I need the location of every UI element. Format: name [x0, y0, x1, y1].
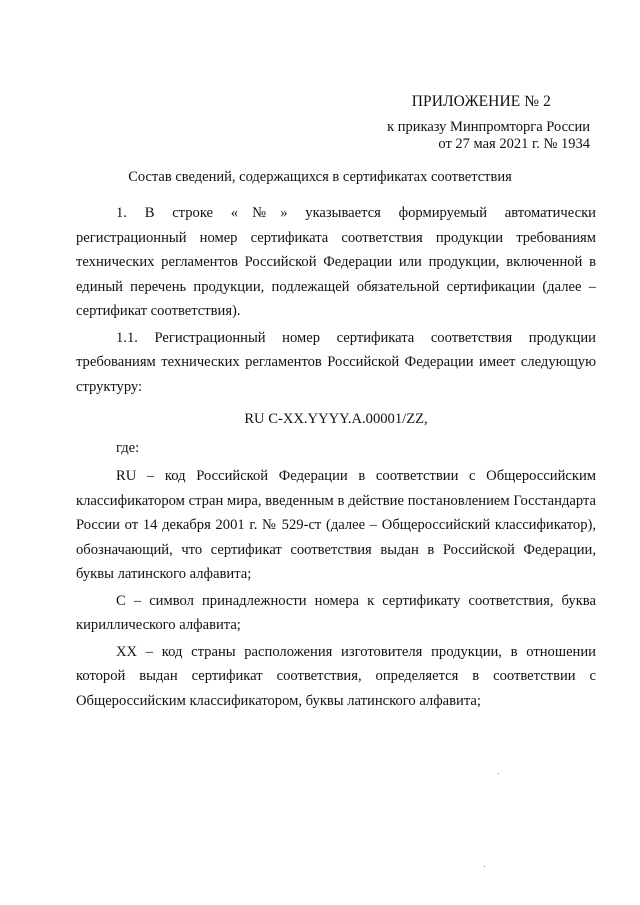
document-body [76, 201, 596, 713]
document-title: Состав сведений, содержащихся в сертификатах соответствия [128, 169, 512, 185]
annex-heading: ПРИЛОЖЕНИЕ № 2 [411, 93, 551, 110]
paragraph-1: 1. В строке «№» указывается формируемый автоматически регистрационный номер сертификата соответствия продукции требованиям технических регламентов Российской Федерации или продукции, включенной в единый перечень продукции, подлежащей обязательной сертификации (далее – сертификат соответствия). [76, 205, 596, 319]
number-structure: RU С-XX.YYYY.A.00001/ZZ, [244, 411, 428, 427]
scan-speck [484, 866, 485, 867]
paragraph-ru-code: RU – код Российской Федерации в соответствии с Общероссийским классификатором стран мира, введенным в действие постановлением Госстандарта России от 14 декабря 2001 г. № 529-ст (далее – Общероссийский классификатор), обозначающий, что сертификат соответствия выдан в Российской Федерации, буквы латинского алфавита; [76, 468, 596, 582]
paragraph-c-symbol: С – символ принадлежности номера к сертификату соответствия, буква кириллического алфавита; [76, 592, 596, 633]
scan-speck [498, 773, 499, 774]
where-label: где: [116, 439, 140, 456]
order-reference-line-1: к приказу Минпромторга России [387, 119, 590, 135]
order-reference-line-2: от 27 мая 2021 г. № 1934 [438, 136, 590, 152]
paragraph-1-1: 1.1. Регистрационный номер сертификата соответствия продукции требованиям технических регламентов Российской Федерации имеет следующую структуру: [76, 329, 596, 395]
order-reference [387, 119, 590, 153]
paragraph-xx-code: XX – код страны расположения изготовителя продукции, в отношении которой выдан сертификат соответствия, определяется в соответствии с Общероссийским классификатором, буквы латинского алфавита; [76, 643, 596, 709]
